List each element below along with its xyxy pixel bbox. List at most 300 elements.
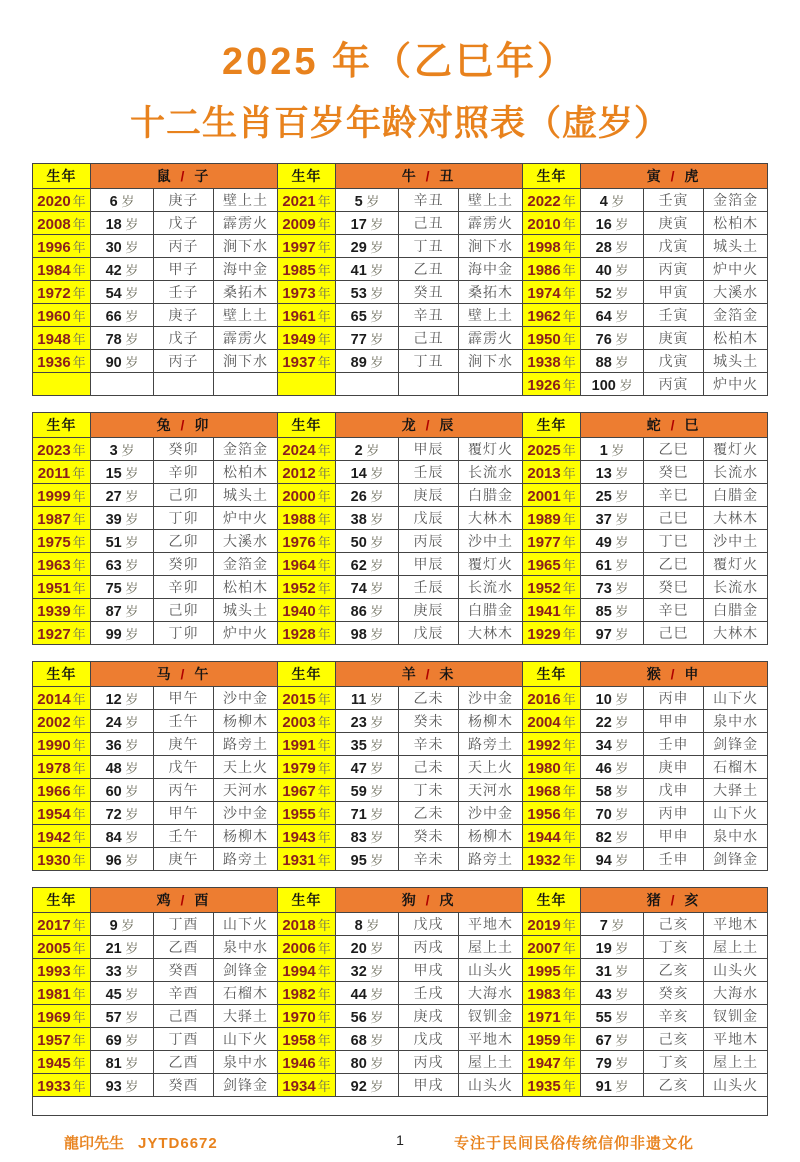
cell-ganzhi: 乙巳 [644, 438, 704, 461]
cell-nayin: 松柏木 [214, 461, 278, 484]
cell-ganzhi: 壬寅 [644, 304, 704, 327]
cell-birth-year: 1958 年 [278, 1028, 336, 1051]
cell-birth-year [33, 373, 91, 396]
cell-age: 6 岁 [91, 189, 154, 212]
cell-nayin: 大驿土 [704, 779, 768, 802]
cell-nayin: 松柏木 [704, 327, 768, 350]
slash-separator: / [173, 666, 195, 682]
cell-birth-year: 1931 年 [278, 848, 336, 871]
cell-nayin: 白腊金 [459, 599, 523, 622]
cell-nayin: 长流水 [459, 461, 523, 484]
cell-age: 96 岁 [91, 848, 154, 871]
cell-birth-year: 1954 年 [33, 802, 91, 825]
cell-age: 47 岁 [336, 756, 399, 779]
cell-ganzhi: 己卯 [154, 599, 214, 622]
birth-year-header: 生年 [33, 662, 91, 687]
cell-ganzhi: 甲午 [154, 802, 214, 825]
cell-nayin: 大驿土 [214, 1005, 278, 1028]
cell-nayin: 覆灯火 [459, 553, 523, 576]
cell-ganzhi: 戊申 [644, 779, 704, 802]
cell-ganzhi: 癸卯 [154, 438, 214, 461]
cell-nayin: 海中金 [214, 258, 278, 281]
cell-birth-year: 1970 年 [278, 1005, 336, 1028]
cell-age: 27 岁 [91, 484, 154, 507]
header-row [33, 164, 768, 189]
cell-age: 99 岁 [91, 622, 154, 645]
cell-ganzhi: 壬申 [644, 848, 704, 871]
cell-age: 41 岁 [336, 258, 399, 281]
cell-birth-year: 1969 年 [33, 1005, 91, 1028]
cell-birth-year: 1943 年 [278, 825, 336, 848]
cell-age: 21 岁 [91, 936, 154, 959]
cell-nayin: 涧下水 [459, 350, 523, 373]
zodiac-header-牛: 牛 / 丑 [336, 164, 523, 189]
table-row [33, 802, 768, 825]
cell-nayin: 泉中水 [704, 825, 768, 848]
cell-birth-year: 1960 年 [33, 304, 91, 327]
cell-birth-year: 1936 年 [33, 350, 91, 373]
cell-age: 28 岁 [581, 235, 644, 258]
cell-age: 94 岁 [581, 848, 644, 871]
zodiac-header-鼠: 鼠 / 子 [91, 164, 278, 189]
cell-ganzhi: 丙戌 [399, 1051, 459, 1074]
table-row [33, 484, 768, 507]
cell-age: 71 岁 [336, 802, 399, 825]
cell-birth-year: 1944 年 [523, 825, 581, 848]
cell-birth-year: 2012 年 [278, 461, 336, 484]
cell-age: 70 岁 [581, 802, 644, 825]
cell-birth-year: 2009 年 [278, 212, 336, 235]
cell-birth-year: 1946 年 [278, 1051, 336, 1074]
cell-ganzhi: 丙戌 [399, 936, 459, 959]
cell-birth-year: 2025 年 [523, 438, 581, 461]
cell-age: 25 岁 [581, 484, 644, 507]
cell-ganzhi: 乙亥 [644, 1074, 704, 1097]
cell-age: 63 岁 [91, 553, 154, 576]
cell-nayin: 屋上土 [459, 936, 523, 959]
cell-nayin: 金箔金 [704, 189, 768, 212]
table-row [33, 779, 768, 802]
cell-birth-year: 1972 年 [33, 281, 91, 304]
cell-age: 75 岁 [91, 576, 154, 599]
cell-age: 57 岁 [91, 1005, 154, 1028]
cell-age: 73 岁 [581, 576, 644, 599]
cell-ganzhi: 壬辰 [399, 576, 459, 599]
cell-nayin: 山头火 [459, 1074, 523, 1097]
cell-birth-year: 1942 年 [33, 825, 91, 848]
cell-ganzhi: 己亥 [644, 1028, 704, 1051]
cell-ganzhi: 丙辰 [399, 530, 459, 553]
zodiac-age-tables [0, 163, 800, 1116]
cell-ganzhi: 庚子 [154, 304, 214, 327]
cell-ganzhi: 癸未 [399, 825, 459, 848]
cell-nayin: 松柏木 [704, 212, 768, 235]
cell-nayin: 平地木 [704, 913, 768, 936]
cell-ganzhi: 丙子 [154, 350, 214, 373]
cell-nayin: 路旁土 [214, 733, 278, 756]
cell-birth-year: 1933 年 [33, 1074, 91, 1097]
cell-nayin: 白腊金 [704, 484, 768, 507]
cell-ganzhi: 庚午 [154, 733, 214, 756]
cell-birth-year: 1930 年 [33, 848, 91, 871]
cell-nayin: 泉中水 [704, 710, 768, 733]
cell-age: 37 岁 [581, 507, 644, 530]
header-row [33, 888, 768, 913]
cell-nayin: 大林木 [704, 622, 768, 645]
slash-separator: / [663, 892, 685, 908]
cell-nayin: 屋上土 [704, 936, 768, 959]
table-row [33, 461, 768, 484]
cell-birth-year: 1965 年 [523, 553, 581, 576]
cell-nayin: 杨柳木 [459, 710, 523, 733]
cell-nayin: 路旁土 [459, 733, 523, 756]
cell-age: 11 岁 [336, 687, 399, 710]
cell-age: 59 岁 [336, 779, 399, 802]
cell-birth-year: 1982 年 [278, 982, 336, 1005]
cell-nayin: 山头火 [459, 959, 523, 982]
birth-year-header: 生年 [33, 888, 91, 913]
table-row [33, 1074, 768, 1097]
cell-nayin: 沙中土 [459, 530, 523, 553]
cell-birth-year: 2021 年 [278, 189, 336, 212]
slash-separator: / [663, 168, 685, 184]
cell-birth-year: 1980 年 [523, 756, 581, 779]
cell-age: 76 岁 [581, 327, 644, 350]
cell-nayin: 金箔金 [214, 438, 278, 461]
slash-separator: / [173, 892, 195, 908]
cell-birth-year: 1996 年 [33, 235, 91, 258]
cell-ganzhi: 戊寅 [644, 235, 704, 258]
cell-nayin: 桑拓木 [214, 281, 278, 304]
table-row [33, 350, 768, 373]
table-row [33, 189, 768, 212]
cell-age: 62 岁 [336, 553, 399, 576]
birth-year-header: 生年 [523, 888, 581, 913]
cell-ganzhi: 乙酉 [154, 1051, 214, 1074]
cell-ganzhi: 己巳 [644, 507, 704, 530]
zodiac-header-兔: 兔 / 卯 [91, 413, 278, 438]
cell-nayin: 城头土 [704, 350, 768, 373]
cell-ganzhi: 辛巳 [644, 599, 704, 622]
cell-birth-year: 1994 年 [278, 959, 336, 982]
cell-birth-year: 1968 年 [523, 779, 581, 802]
cell-age: 66 岁 [91, 304, 154, 327]
zodiac-table-section-3 [32, 661, 768, 871]
cell-nayin: 杨柳木 [459, 825, 523, 848]
zodiac-header-寅: 寅 / 虎 [581, 164, 768, 189]
cell-nayin: 山头火 [704, 959, 768, 982]
cell-birth-year: 1966 年 [33, 779, 91, 802]
cell-age: 90 岁 [91, 350, 154, 373]
cell-age: 43 岁 [581, 982, 644, 1005]
cell-nayin: 钗钏金 [459, 1005, 523, 1028]
cell-birth-year: 2014 年 [33, 687, 91, 710]
cell-nayin: 剑锋金 [704, 733, 768, 756]
cell-nayin: 天河水 [459, 779, 523, 802]
zodiac-table-section-2 [32, 412, 768, 645]
title-year-line: 2025 年（乙巳年） [221, 41, 579, 83]
cell-ganzhi: 辛丑 [399, 189, 459, 212]
cell-nayin: 覆灯火 [704, 553, 768, 576]
cell-age: 61 岁 [581, 553, 644, 576]
cell-age: 87 岁 [91, 599, 154, 622]
cell-age: 93 岁 [91, 1074, 154, 1097]
cell-age: 91 岁 [581, 1074, 644, 1097]
birth-year-header: 生年 [523, 164, 581, 189]
table-row [33, 1005, 768, 1028]
cell-nayin [214, 373, 278, 396]
cell-birth-year: 1947 年 [523, 1051, 581, 1074]
cell-ganzhi: 庚午 [154, 848, 214, 871]
cell-ganzhi: 癸酉 [154, 959, 214, 982]
cell-birth-year: 1975 年 [33, 530, 91, 553]
slash-separator: / [663, 417, 685, 433]
cell-nayin: 霹雳火 [459, 327, 523, 350]
cell-birth-year: 2010 年 [523, 212, 581, 235]
cell-ganzhi: 甲辰 [399, 438, 459, 461]
cell-birth-year: 1977 年 [523, 530, 581, 553]
zodiac-header-马: 马 / 午 [91, 662, 278, 687]
cell-age: 8 岁 [336, 913, 399, 936]
cell-age: 14 岁 [336, 461, 399, 484]
slash-separator: / [173, 417, 195, 433]
cell-birth-year: 1999 年 [33, 484, 91, 507]
cell-age: 67 岁 [581, 1028, 644, 1051]
cell-birth-year: 1993 年 [33, 959, 91, 982]
cell-age: 7 岁 [581, 913, 644, 936]
cell-ganzhi: 癸未 [399, 710, 459, 733]
cell-birth-year: 2016 年 [523, 687, 581, 710]
cell-nayin: 大海水 [459, 982, 523, 1005]
cell-age: 53 岁 [336, 281, 399, 304]
cell-age: 46 岁 [581, 756, 644, 779]
cell-ganzhi [154, 373, 214, 396]
table-row [33, 687, 768, 710]
cell-ganzhi: 辛卯 [154, 461, 214, 484]
cell-ganzhi: 辛酉 [154, 982, 214, 1005]
cell-ganzhi: 甲申 [644, 710, 704, 733]
cell-birth-year: 1992 年 [523, 733, 581, 756]
cell-age: 39 岁 [91, 507, 154, 530]
cell-ganzhi: 壬辰 [399, 461, 459, 484]
table-row [33, 848, 768, 871]
cell-age: 30 岁 [91, 235, 154, 258]
cell-birth-year: 2022 年 [523, 189, 581, 212]
cell-nayin: 大林木 [704, 507, 768, 530]
header-row [33, 662, 768, 687]
cell-birth-year: 2008 年 [33, 212, 91, 235]
cell-age: 83 岁 [336, 825, 399, 848]
cell-birth-year: 1940 年 [278, 599, 336, 622]
cell-birth-year: 2023 年 [33, 438, 91, 461]
footer-author-name: 龍印先生 [64, 1135, 125, 1152]
cell-ganzhi: 丙寅 [644, 373, 704, 396]
cell-ganzhi: 乙亥 [644, 959, 704, 982]
table-row [33, 327, 768, 350]
cell-ganzhi: 壬戌 [399, 982, 459, 1005]
cell-age: 68 岁 [336, 1028, 399, 1051]
cell-ganzhi: 甲辰 [399, 553, 459, 576]
slash-separator: / [173, 168, 195, 184]
cell-ganzhi: 丁卯 [154, 622, 214, 645]
cell-birth-year: 2024 年 [278, 438, 336, 461]
cell-nayin: 壁上土 [459, 304, 523, 327]
slash-separator: / [418, 417, 440, 433]
cell-birth-year: 2002 年 [33, 710, 91, 733]
cell-birth-year: 1988 年 [278, 507, 336, 530]
cell-nayin: 城头土 [214, 484, 278, 507]
cell-age: 55 岁 [581, 1005, 644, 1028]
cell-birth-year: 1935 年 [523, 1074, 581, 1097]
cell-nayin: 山头火 [704, 1074, 768, 1097]
birth-year-header: 生年 [278, 888, 336, 913]
cell-birth-year: 1937 年 [278, 350, 336, 373]
cell-age: 44 岁 [336, 982, 399, 1005]
cell-nayin: 山下火 [214, 913, 278, 936]
cell-ganzhi: 壬午 [154, 825, 214, 848]
table-row [33, 756, 768, 779]
cell-nayin: 涧下水 [459, 235, 523, 258]
cell-age: 22 岁 [581, 710, 644, 733]
cell-age: 64 岁 [581, 304, 644, 327]
zodiac-header-羊: 羊 / 未 [336, 662, 523, 687]
cell-nayin: 长流水 [704, 576, 768, 599]
cell-nayin: 天上火 [214, 756, 278, 779]
cell-age: 60 岁 [91, 779, 154, 802]
zodiac-table-section-4 [32, 887, 768, 1116]
cell-age: 17 岁 [336, 212, 399, 235]
cell-nayin: 平地木 [459, 1028, 523, 1051]
cell-birth-year: 1976 年 [278, 530, 336, 553]
table-row [33, 982, 768, 1005]
cell-age: 79 岁 [581, 1051, 644, 1074]
cell-ganzhi: 甲戌 [399, 959, 459, 982]
cell-age [91, 373, 154, 396]
cell-ganzhi: 己丑 [399, 212, 459, 235]
cell-nayin: 泉中水 [214, 1051, 278, 1074]
cell-birth-year: 2017 年 [33, 913, 91, 936]
cell-ganzhi: 戊戌 [399, 1028, 459, 1051]
cell-nayin: 沙中土 [704, 530, 768, 553]
cell-birth-year: 2000 年 [278, 484, 336, 507]
cell-ganzhi: 丁酉 [154, 1028, 214, 1051]
cell-nayin: 壁上土 [214, 304, 278, 327]
cell-age: 31 岁 [581, 959, 644, 982]
cell-birth-year: 2006 年 [278, 936, 336, 959]
cell-nayin: 金箔金 [704, 304, 768, 327]
cell-birth-year [278, 373, 336, 396]
cell-ganzhi: 壬寅 [644, 189, 704, 212]
cell-nayin: 炉中火 [214, 622, 278, 645]
cell-birth-year: 1974 年 [523, 281, 581, 304]
table-row [33, 576, 768, 599]
cell-age: 15 岁 [91, 461, 154, 484]
cell-age: 52 岁 [581, 281, 644, 304]
table-row [33, 438, 768, 461]
cell-age: 3 岁 [91, 438, 154, 461]
cell-age: 20 岁 [336, 936, 399, 959]
cell-age: 9 岁 [91, 913, 154, 936]
cell-birth-year: 2018 年 [278, 913, 336, 936]
birth-year-header: 生年 [523, 662, 581, 687]
table-row [33, 913, 768, 936]
cell-age: 32 岁 [336, 959, 399, 982]
title-subtitle-line: 十二生肖百岁年龄对照表（虚岁） [129, 104, 670, 143]
cell-age: 19 岁 [581, 936, 644, 959]
cell-birth-year: 1950 年 [523, 327, 581, 350]
page-footer [0, 1132, 800, 1158]
cell-nayin: 覆灯火 [459, 438, 523, 461]
table-row [33, 553, 768, 576]
cell-birth-year: 1926 年 [523, 373, 581, 396]
cell-age: 35 岁 [336, 733, 399, 756]
cell-ganzhi: 癸巳 [644, 576, 704, 599]
cell-nayin: 沙中金 [214, 802, 278, 825]
cell-nayin: 屋上土 [459, 1051, 523, 1074]
cell-nayin: 长流水 [704, 461, 768, 484]
cell-birth-year: 1979 年 [278, 756, 336, 779]
cell-age: 77 岁 [336, 327, 399, 350]
table-row [33, 304, 768, 327]
cell-birth-year: 1927 年 [33, 622, 91, 645]
cell-nayin: 剑锋金 [704, 848, 768, 871]
cell-ganzhi: 辛亥 [644, 1005, 704, 1028]
cell-ganzhi: 己卯 [154, 484, 214, 507]
cell-ganzhi: 己酉 [154, 1005, 214, 1028]
cell-birth-year: 1938 年 [523, 350, 581, 373]
cell-nayin: 炉中火 [704, 258, 768, 281]
cell-birth-year: 1955 年 [278, 802, 336, 825]
slash-separator: / [663, 666, 685, 682]
cell-nayin: 霹雳火 [214, 327, 278, 350]
cell-ganzhi: 庚辰 [399, 599, 459, 622]
cell-nayin: 山下火 [704, 687, 768, 710]
cell-birth-year: 1961 年 [278, 304, 336, 327]
cell-ganzhi: 丙申 [644, 687, 704, 710]
cell-age: 49 岁 [581, 530, 644, 553]
empty-strip-cell [33, 1097, 768, 1116]
cell-age: 50 岁 [336, 530, 399, 553]
footer-author-code: JYTD6672 [138, 1135, 218, 1152]
birth-year-header: 生年 [278, 413, 336, 438]
cell-ganzhi: 癸巳 [644, 461, 704, 484]
cell-age: 26 岁 [336, 484, 399, 507]
cell-age: 97 岁 [581, 622, 644, 645]
cell-ganzhi: 甲子 [154, 258, 214, 281]
cell-nayin: 杨柳木 [214, 825, 278, 848]
cell-birth-year: 1981 年 [33, 982, 91, 1005]
cell-ganzhi: 丁亥 [644, 936, 704, 959]
cell-birth-year: 1983 年 [523, 982, 581, 1005]
cell-nayin: 山下火 [704, 802, 768, 825]
cell-birth-year: 1986 年 [523, 258, 581, 281]
cell-age: 48 岁 [91, 756, 154, 779]
cell-ganzhi: 壬申 [644, 733, 704, 756]
cell-age: 16 岁 [581, 212, 644, 235]
cell-ganzhi: 丙午 [154, 779, 214, 802]
cell-ganzhi: 丙寅 [644, 258, 704, 281]
cell-nayin: 山下火 [214, 1028, 278, 1051]
cell-ganzhi: 丁未 [399, 779, 459, 802]
cell-ganzhi: 庚戌 [399, 1005, 459, 1028]
cell-birth-year: 1952 年 [278, 576, 336, 599]
cell-nayin: 壁上土 [214, 189, 278, 212]
cell-birth-year: 1959 年 [523, 1028, 581, 1051]
table-row [33, 530, 768, 553]
zodiac-header-猪: 猪 / 亥 [581, 888, 768, 913]
cell-birth-year: 1948 年 [33, 327, 91, 350]
cell-birth-year: 1987 年 [33, 507, 91, 530]
